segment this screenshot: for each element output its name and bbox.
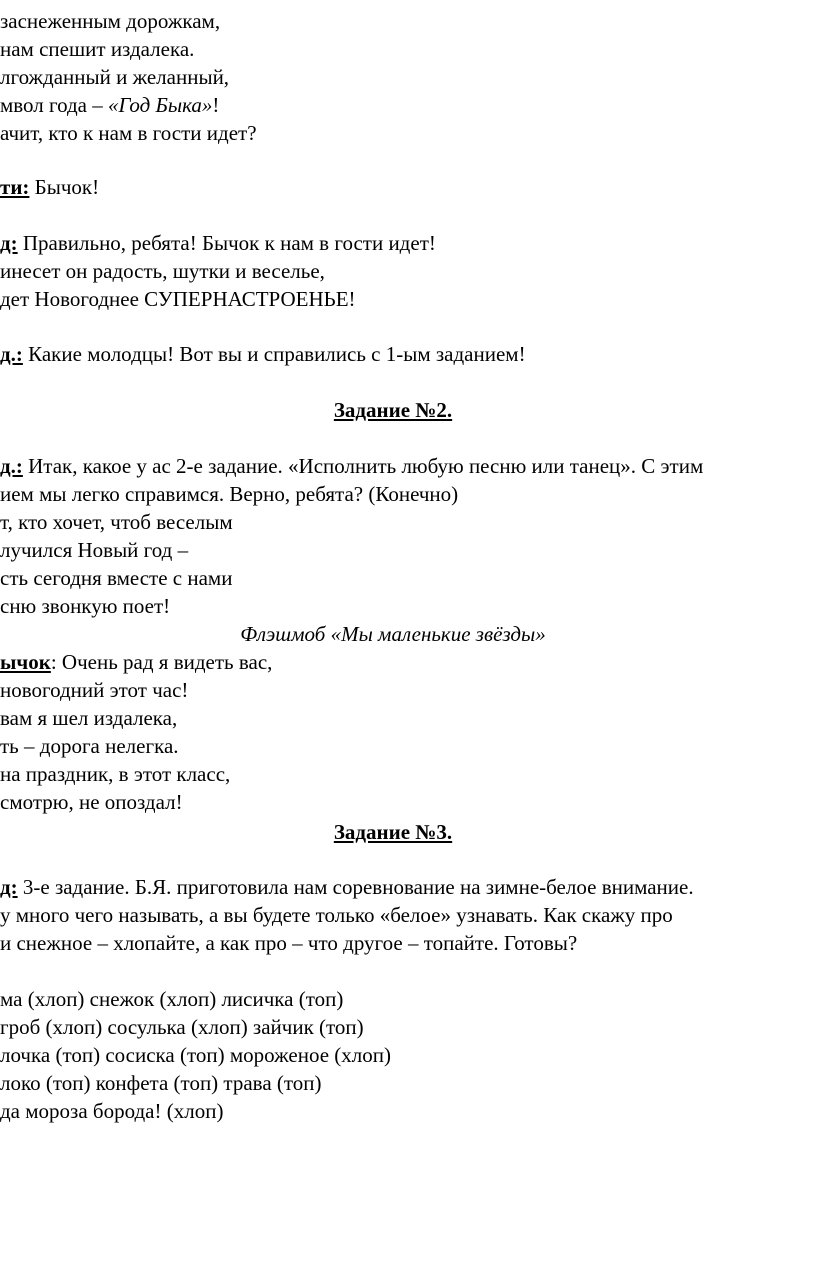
game-text: гроб (хлоп) сосулька (хлоп) зайчик (топ) [0,1015,364,1039]
verse-text: новогодний этот час! [0,678,189,702]
verse-text: ! [212,93,220,117]
game-text: ма (хлоп) снежок (хлоп) лисичка (топ) [0,987,344,1011]
verse-text: смотрю, не опоздал! [0,790,183,814]
game-line [0,1013,364,1041]
verse-line [0,760,230,788]
verse-text: т, кто хочет, чтоб веселым [0,510,233,534]
verse-line [0,592,170,620]
verse-line [0,536,188,564]
verse-text: инесет он радость, шутки и веселье, [0,259,325,283]
game-line [0,985,343,1013]
speaker-label: ти: [0,175,30,199]
verse-line [0,480,458,508]
verse-line [0,35,194,63]
verse-line [0,564,232,592]
game-text: локо (топ) конфета (топ) трава (топ) [0,1071,322,1095]
verse-line [0,285,356,313]
section-heading: Задание №2. [333,398,453,422]
verse-line [0,257,325,285]
speaker-label: д: [0,231,18,255]
game-text: лочка (топ) сосиска (топ) мороженое (хлоп) [0,1043,391,1067]
game-line [0,1069,322,1097]
verse-text: сню звонкую поет! [0,594,171,618]
verse-text: дет Новогоднее СУПЕРНАСТРОЕНЬЕ! [0,287,356,311]
verse-line [0,901,673,929]
verse-line [0,676,188,704]
verse-text: ием мы легко справимся. Верно, ребята? (Конечно) [0,482,459,506]
verse-text: на праздник, в этот класс, [0,762,231,786]
verse-text: ачит, кто к нам в гости идет? [0,121,257,145]
verse-text: ть – дорога нелегка. [0,734,179,758]
dialogue-line [0,873,694,901]
speaker-label: ычок [0,650,51,674]
dialogue-text: Итак, какое у ас 2-е задание. «Исполнить любую песню или танец». С этим [22,454,704,478]
dialogue-line [0,648,272,676]
game-line [0,1097,223,1125]
verse-line [0,119,257,147]
verse-line [0,91,219,119]
verse-line [0,929,577,957]
section-heading: Задание №3. [333,820,453,844]
verse-text: у много чего называть, а вы будете только «белое» узнавать. Как скажу про [0,903,673,927]
verse-text: мвол года – [0,93,109,117]
dialogue-text: Бычок! [29,175,100,199]
speaker-label: д: [0,875,18,899]
verse-line [0,63,229,91]
dialogue-line [0,229,436,257]
verse-text: сть сегодня вместе с нами [0,566,233,590]
speaker-label: д.: [0,454,23,478]
verse-text: нам спешит издалека. [0,37,195,61]
dialogue-text: Правильно, ребята! Бычок к нам в гости идет! [17,231,436,255]
year-of-bull-title: «Год Быка» [108,93,213,117]
dialogue-text: : Очень рад я видеть вас, [50,650,273,674]
verse-text: и снежное – хлопайте, а как про – что другое – топайте. Готовы? [0,931,578,955]
dialogue-line [0,340,526,368]
verse-line [0,508,233,536]
flashmob-title: Флэшмоб «Мы маленькие звёзды» [240,622,546,646]
verse-text: лучился Новый год – [0,538,189,562]
verse-line [0,732,179,760]
speaker-label: д.: [0,342,23,366]
dialogue-line [0,173,99,201]
verse-text: лгожданный и желанный, [0,65,230,89]
verse-line [0,704,177,732]
verse-line [0,788,183,816]
dialogue-text: Какие молодцы! Вот вы и справились с 1-ым заданием! [22,342,526,366]
verse-text: заснеженным дорожкам, [0,9,221,33]
verse-line [0,7,220,35]
game-text: да мороза борода! (хлоп) [0,1099,224,1123]
dialogue-line [0,452,703,480]
dialogue-text: 3-е задание. Б.Я. приготовила нам соревнование на зимне-белое внимание. [17,875,694,899]
verse-text: вам я шел издалека, [0,706,178,730]
game-line [0,1041,391,1069]
